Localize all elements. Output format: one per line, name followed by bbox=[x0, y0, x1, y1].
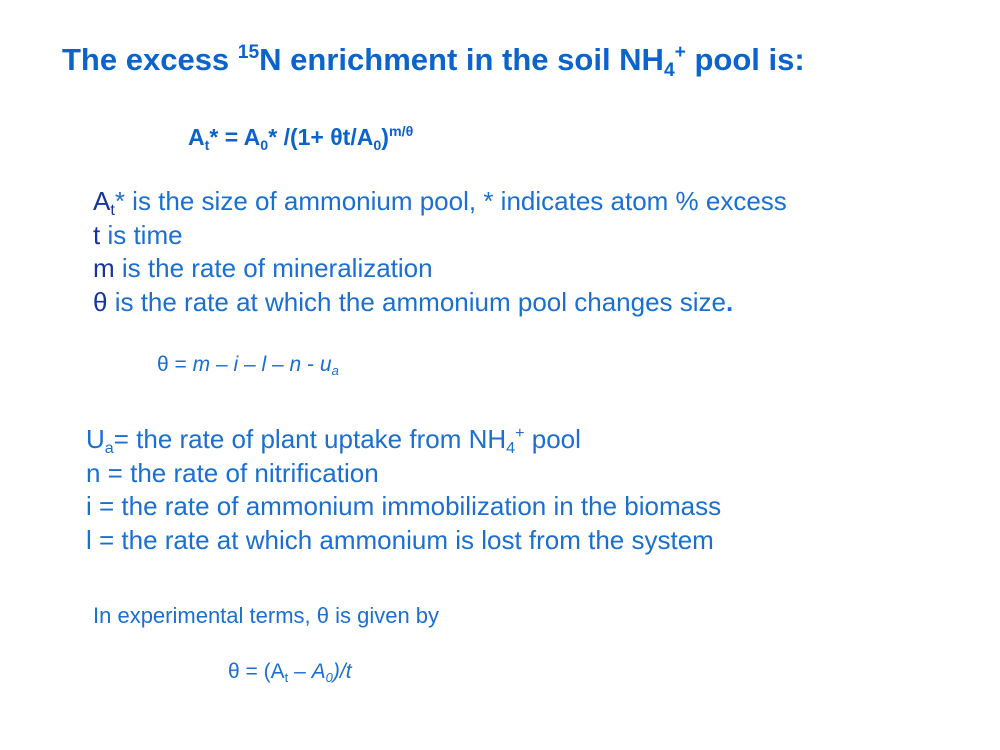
theta-equation: $\theta = m - i - l - n - u_a$ bbox=[157, 353, 339, 379]
definition-at: $A_t*$ is the size of ammonium pool, * indicates atom % excess bbox=[93, 186, 787, 220]
variable-definitions bbox=[93, 185, 787, 319]
definition-plant-uptake: $U_a=$ the rate of plant uptake from $NH_4^+$ pool bbox=[86, 424, 581, 458]
slide-title: The excess $^{15}$N enrichment in the soil $NH_4^+$ pool is: bbox=[62, 42, 805, 82]
definition-loss: l = the rate at which ammonium is lost from the system bbox=[86, 524, 714, 555]
definition-theta: θ is the rate at which the ammonium pool changes size. bbox=[93, 286, 734, 317]
definition-immobilization: i = the rate of ammonium immobilization in the biomass bbox=[86, 491, 722, 521]
definition-t: t is time bbox=[93, 219, 183, 250]
experimental-terms-text: In experimental terms, θ is given by bbox=[93, 603, 440, 628]
rate-definitions bbox=[86, 423, 721, 557]
main-equation: $A_t* = A_0*$ $/(1+ \theta t/A_0)^{m/\theta}$ bbox=[188, 124, 414, 154]
definition-m: m is the rate of mineralization bbox=[93, 253, 433, 283]
definition-nitrification: n = the rate of nitrification bbox=[86, 457, 379, 488]
experimental-equation: $\theta = (A_t - A_0)/t$ bbox=[228, 660, 352, 686]
